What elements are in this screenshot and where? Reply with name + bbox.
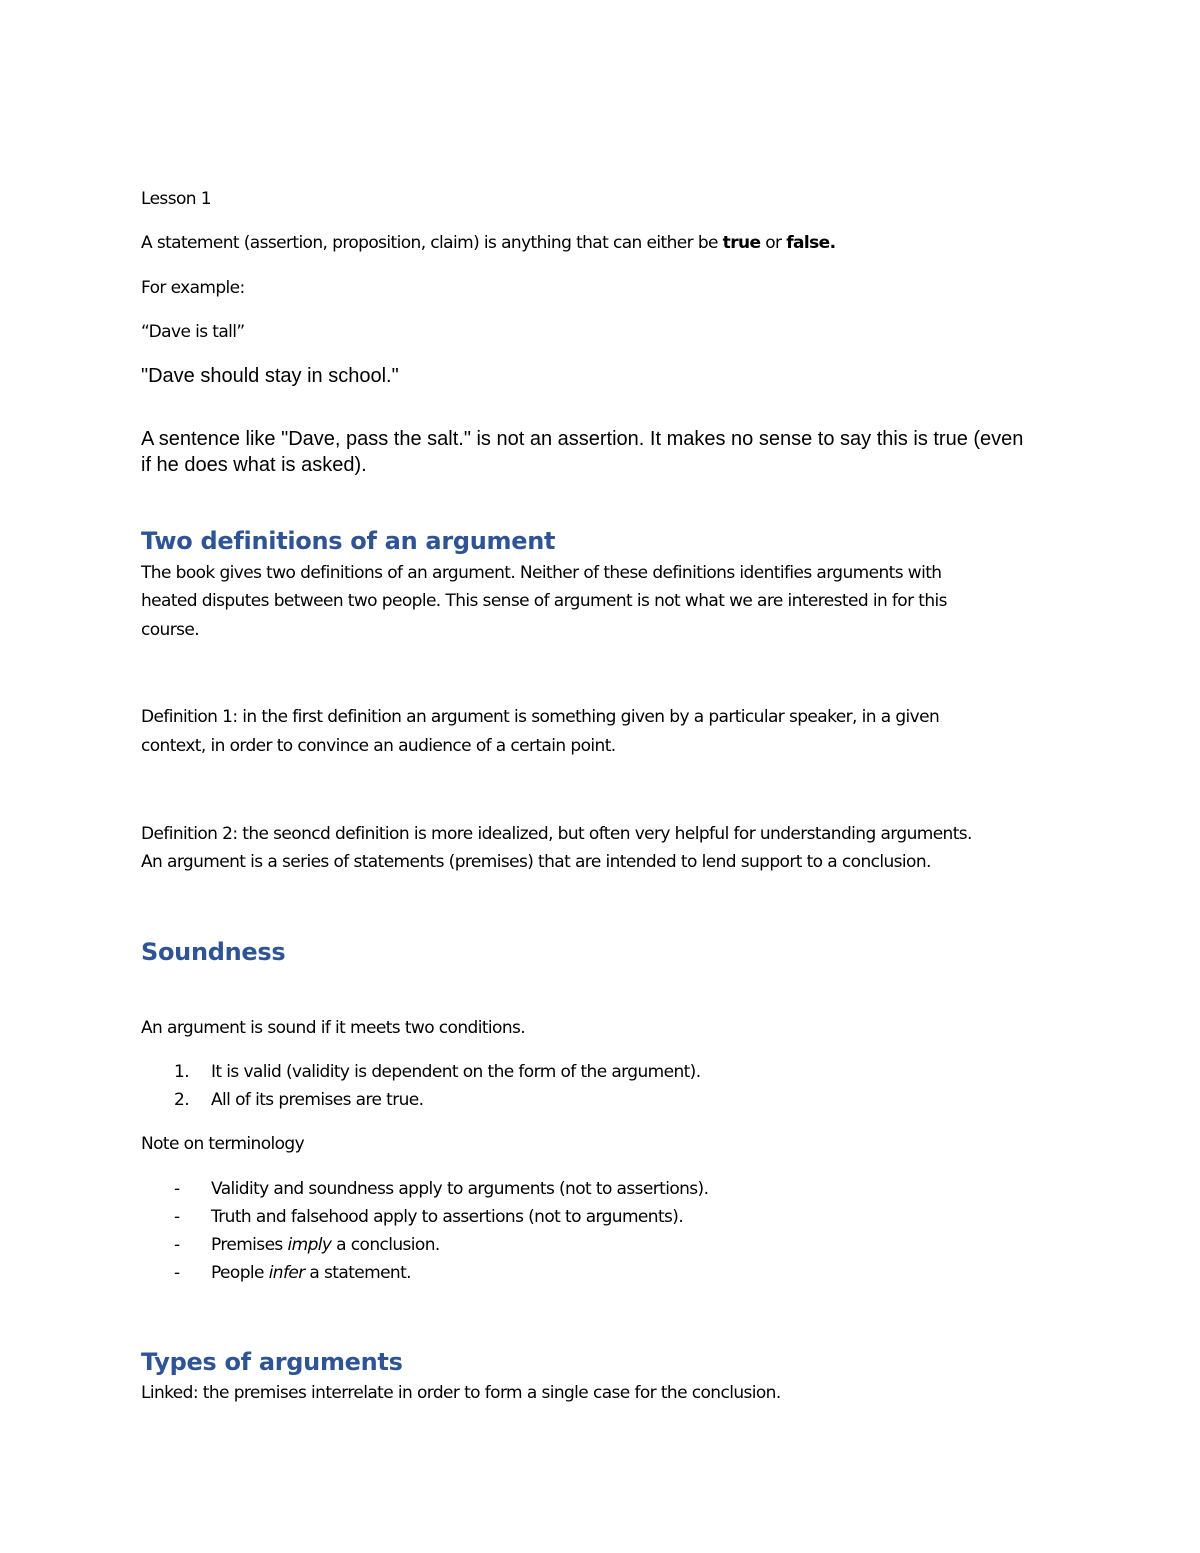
definitions-intro-line-2: heated disputes between two people. This sense of argument is not what we are interested in for this (141, 591, 947, 611)
false-bold: false (786, 233, 830, 253)
nonassertion-line-2: if he does what is asked). (141, 454, 367, 476)
note-4-text: People (211, 1263, 269, 1283)
example-dave-tall: “Dave is tall” (141, 322, 245, 342)
nonassertion-line-1: A sentence like "Dave, pass the salt." is not an assertion. It makes no sense to say this is true (even (141, 428, 1024, 450)
bullet-marker: - (174, 1179, 181, 1199)
definitions-intro-line-3: course. (141, 620, 200, 640)
soundness-intro: An argument is sound if it meets two conditions. (141, 1018, 526, 1038)
statement-def-period: . (829, 233, 836, 253)
statement-def-text: A statement (assertion, proposition, claim) is anything that can either be (141, 233, 723, 253)
note-item-4 (211, 1265, 411, 1282)
condition-2: All of its premises are true. (211, 1090, 424, 1110)
note-on-terminology: Note on terminology (141, 1134, 305, 1154)
definition-1-line-2: context, in order to convince an audience of a certain point. (141, 736, 616, 756)
condition-1: It is valid (validity is dependent on the form of the argument). (211, 1062, 701, 1082)
note-4-end: a statement. (304, 1263, 411, 1283)
definition-2-line-2: An argument is a series of statements (premises) that are intended to lend support to a conclusion. (141, 852, 931, 872)
heading-two-definitions: Two definitions of an argument (141, 527, 556, 555)
bullet-marker: - (174, 1235, 181, 1255)
note-item-1 (211, 1181, 708, 1198)
infer-italic: infer (268, 1263, 305, 1283)
note-3-text: Premises (211, 1235, 288, 1255)
statement-def-or: or (760, 233, 787, 253)
heading-soundness: Soundness (141, 938, 286, 966)
bullet-marker: - (174, 1207, 181, 1227)
note-1-text: Validity and soundness apply to arguments (not to assertions). (211, 1179, 709, 1199)
definitions-intro-line-1: The book gives two definitions of an argument. Neither of these definitions identifies arguments with (141, 563, 942, 583)
condition-number-2: 2. (174, 1090, 190, 1110)
condition-number-1: 1. (174, 1062, 190, 1082)
note-3-end: a conclusion. (331, 1235, 440, 1255)
heading-types-of-arguments: Types of arguments (141, 1348, 403, 1376)
definition-2-line-1: Definition 2: the seoncd definition is more idealized, but often very helpful for understanding arguments. (141, 824, 972, 844)
example-dave-school: "Dave should stay in school." (141, 365, 399, 387)
lesson-title: Lesson 1 (141, 189, 211, 209)
note-2-text: Truth and falsehood apply to assertions (not to arguments). (211, 1207, 684, 1227)
for-example-label: For example: (141, 278, 245, 298)
true-bold: true (722, 233, 761, 253)
definition-1-line-1: Definition 1: in the first definition an argument is something given by a particular speaker, in a given (141, 707, 940, 727)
statement-definition (141, 235, 835, 252)
note-item-2 (211, 1209, 683, 1226)
linked-definition: Linked: the premises interrelate in order to form a single case for the conclusion. (141, 1383, 781, 1403)
note-item-3 (211, 1237, 440, 1254)
imply-italic: imply (287, 1235, 332, 1255)
bullet-marker: - (174, 1263, 181, 1283)
